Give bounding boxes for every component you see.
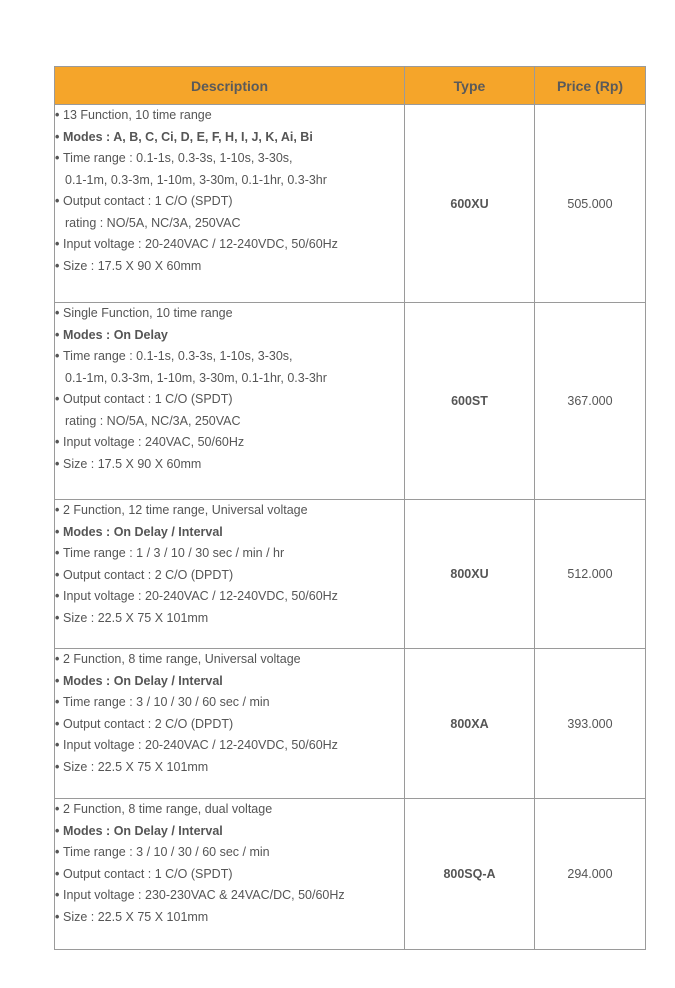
type-cell: 800XA xyxy=(405,649,535,799)
price-cell: 393.000 xyxy=(535,649,646,799)
description-cell xyxy=(55,303,405,500)
table-body xyxy=(55,105,646,950)
spec-item xyxy=(55,714,404,736)
spec-text: Output contact : 1 C/O (SPDT) xyxy=(63,194,233,208)
bullet-icon: • xyxy=(55,866,60,881)
table-row xyxy=(55,649,646,799)
bullet-icon: • xyxy=(55,546,60,560)
bullet-icon: • xyxy=(55,392,60,406)
spec-text: Single Function, 10 time range xyxy=(63,306,233,320)
spec-text: Modes : A, B, C, Ci, D, E, F, H, I, J, K, Ai, Bi xyxy=(63,129,313,144)
spec-item xyxy=(55,649,404,671)
spec-text: Time range : 0.1-1s, 0.3-3s, 1-10s, 3-30s, xyxy=(63,151,293,165)
spec-item xyxy=(55,105,404,127)
spec-item-continuation xyxy=(55,411,404,433)
header-row xyxy=(55,67,646,105)
spec-item xyxy=(55,191,404,213)
bullet-icon: • xyxy=(55,695,60,709)
spec-text: Output contact : 1 C/O (SPDT) xyxy=(63,866,233,881)
spec-text: Input voltage : 20-240VAC / 12-240VDC, 50/60Hz xyxy=(63,589,338,603)
table-row xyxy=(55,105,646,303)
spec-text: Size : 22.5 X 75 X 101mm xyxy=(63,610,209,625)
spec-text: Modes : On Delay xyxy=(63,327,168,342)
spec-list xyxy=(55,303,404,475)
bullet-icon: • xyxy=(55,845,60,859)
spec-text: Output contact : 1 C/O (SPDT) xyxy=(63,392,233,406)
bullet-icon: • xyxy=(55,652,60,666)
table-header xyxy=(55,67,646,105)
column-header-type: Type xyxy=(405,67,535,105)
spec-item xyxy=(55,454,404,476)
bullet-icon: • xyxy=(55,194,60,208)
spec-item xyxy=(55,864,404,886)
spec-text: Modes : On Delay / Interval xyxy=(63,524,223,539)
spec-item-modes xyxy=(55,522,404,544)
description-cell xyxy=(55,649,405,799)
bullet-icon: • xyxy=(55,306,60,320)
spec-text: 0.1-1m, 0.3-3m, 1-10m, 3-30m, 0.1-1hr, 0.3-3hr xyxy=(65,370,327,385)
spec-item xyxy=(55,907,404,929)
product-table xyxy=(54,66,646,950)
type-cell: 600ST xyxy=(405,303,535,500)
bullet-icon: • xyxy=(55,909,60,924)
bullet-icon: • xyxy=(55,258,60,273)
spec-text: Output contact : 2 C/O (DPDT) xyxy=(63,567,234,582)
bullet-icon: • xyxy=(55,759,60,774)
spec-item-continuation xyxy=(55,170,404,192)
price-cell: 367.000 xyxy=(535,303,646,500)
spec-text: 0.1-1m, 0.3-3m, 1-10m, 3-30m, 0.1-1hr, 0.3-3hr xyxy=(65,172,327,187)
spec-text: Size : 17.5 X 90 X 60mm xyxy=(63,258,202,273)
spec-text: Time range : 3 / 10 / 30 / 60 sec / min xyxy=(63,695,270,709)
spec-text: Input voltage : 20-240VAC / 12-240VDC, 50/60Hz xyxy=(63,237,338,251)
spec-text: Time range : 0.1-1s, 0.3-3s, 1-10s, 3-30s, xyxy=(63,349,293,363)
bullet-icon: • xyxy=(55,151,60,165)
spec-text: Size : 17.5 X 90 X 60mm xyxy=(63,456,202,471)
spec-text: Input voltage : 20-240VAC / 12-240VDC, 50/60Hz xyxy=(63,738,338,752)
bullet-icon: • xyxy=(55,823,60,838)
spec-item xyxy=(55,757,404,779)
spec-text: Output contact : 2 C/O (DPDT) xyxy=(63,716,234,731)
spec-item xyxy=(55,608,404,630)
bullet-icon: • xyxy=(55,589,60,603)
spec-item xyxy=(55,842,404,864)
column-header-price: Price (Rp) xyxy=(535,67,646,105)
bullet-icon: • xyxy=(55,802,60,816)
spec-list xyxy=(55,105,404,277)
spec-text: 2 Function, 8 time range, Universal voltage xyxy=(63,652,301,666)
bullet-icon: • xyxy=(55,503,60,517)
spec-item xyxy=(55,346,404,368)
spec-item-modes xyxy=(55,325,404,347)
type-cell: 800XU xyxy=(405,500,535,649)
description-cell xyxy=(55,500,405,649)
price-cell: 512.000 xyxy=(535,500,646,649)
column-header-description: Description xyxy=(55,67,405,105)
table-row xyxy=(55,799,646,950)
spec-item xyxy=(55,500,404,522)
price-cell: 505.000 xyxy=(535,105,646,303)
spec-text: Modes : On Delay / Interval xyxy=(63,823,223,838)
spec-item-modes xyxy=(55,671,404,693)
bullet-icon: • xyxy=(55,129,60,144)
spec-item-continuation xyxy=(55,368,404,390)
bullet-icon: • xyxy=(55,237,60,251)
spec-item-modes xyxy=(55,127,404,149)
spec-item-modes xyxy=(55,821,404,843)
bullet-icon: • xyxy=(55,327,60,342)
bullet-icon: • xyxy=(55,108,60,122)
spec-text: Size : 22.5 X 75 X 101mm xyxy=(63,909,209,924)
table-row xyxy=(55,500,646,649)
spec-item-continuation xyxy=(55,213,404,235)
spec-item xyxy=(55,303,404,325)
bullet-icon: • xyxy=(55,456,60,471)
spec-text: Size : 22.5 X 75 X 101mm xyxy=(63,759,209,774)
spec-text: 2 Function, 8 time range, dual voltage xyxy=(63,802,273,816)
spec-text: Input voltage : 230-230VAC & 24VAC/DC, 50/60Hz xyxy=(63,888,345,902)
spec-text: Input voltage : 240VAC, 50/60Hz xyxy=(63,435,245,449)
description-cell xyxy=(55,105,405,303)
spec-text: rating : NO/5A, NC/3A, 250VAC xyxy=(65,215,241,230)
bullet-icon: • xyxy=(55,524,60,539)
description-cell xyxy=(55,799,405,950)
bullet-icon: • xyxy=(55,716,60,731)
bullet-icon: • xyxy=(55,349,60,363)
spec-item xyxy=(55,735,404,757)
spec-text: Time range : 3 / 10 / 30 / 60 sec / min xyxy=(63,845,270,859)
bullet-icon: • xyxy=(55,567,60,582)
bullet-icon: • xyxy=(55,888,60,902)
spec-item xyxy=(55,799,404,821)
spec-list xyxy=(55,799,404,928)
spec-item xyxy=(55,565,404,587)
price-cell: 294.000 xyxy=(535,799,646,950)
spec-text: 13 Function, 10 time range xyxy=(63,108,212,122)
spec-text: Time range : 1 / 3 / 10 / 30 sec / min / hr xyxy=(63,546,285,560)
table-row xyxy=(55,303,646,500)
bullet-icon: • xyxy=(55,435,60,449)
type-cell: 600XU xyxy=(405,105,535,303)
bullet-icon: • xyxy=(55,673,60,688)
spec-item xyxy=(55,389,404,411)
spec-item xyxy=(55,234,404,256)
spec-item xyxy=(55,586,404,608)
bullet-icon: • xyxy=(55,738,60,752)
spec-text: rating : NO/5A, NC/3A, 250VAC xyxy=(65,413,241,428)
spec-item xyxy=(55,432,404,454)
spec-item xyxy=(55,885,404,907)
spec-item xyxy=(55,256,404,278)
spec-list xyxy=(55,649,404,778)
spec-list xyxy=(55,500,404,629)
spec-item xyxy=(55,148,404,170)
spec-item xyxy=(55,692,404,714)
spec-text: Modes : On Delay / Interval xyxy=(63,673,223,688)
spec-item xyxy=(55,543,404,565)
type-cell: 800SQ-A xyxy=(405,799,535,950)
spec-text: 2 Function, 12 time range, Universal voltage xyxy=(63,503,308,517)
bullet-icon: • xyxy=(55,610,60,625)
